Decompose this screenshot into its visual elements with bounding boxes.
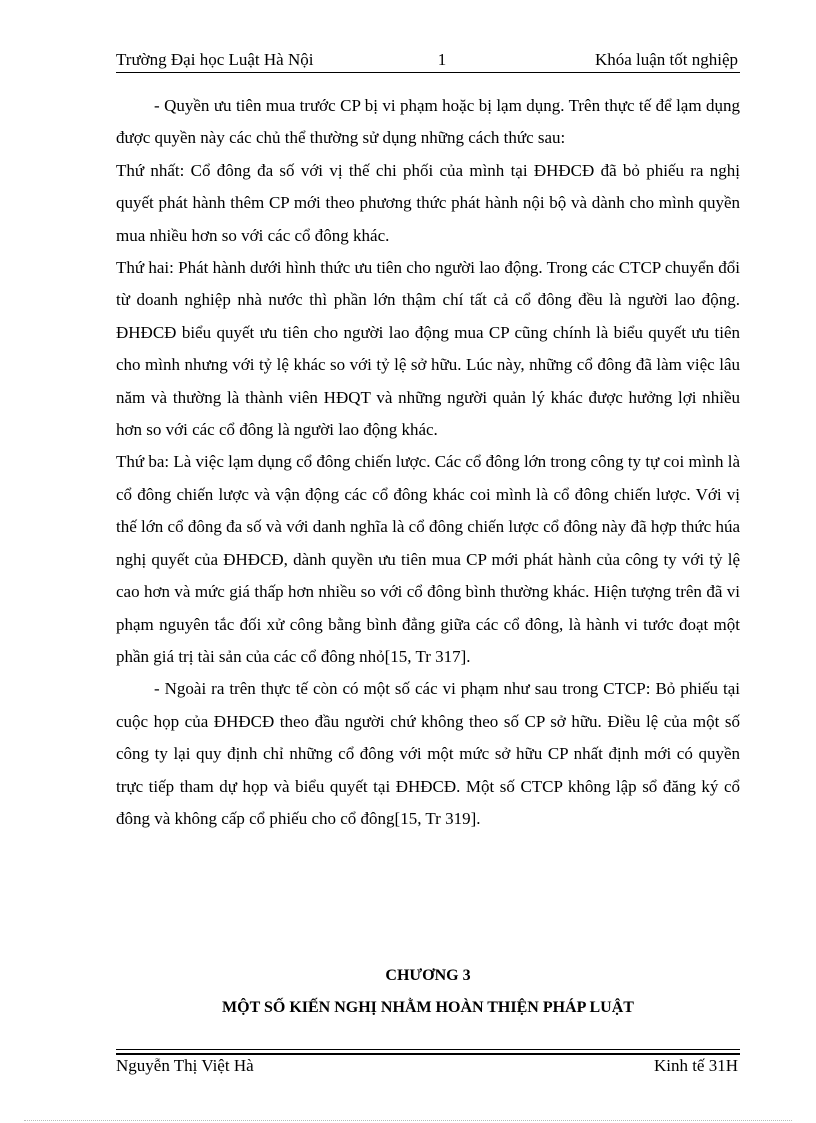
page-number: 1 (437, 50, 447, 69)
footer-author: Nguyễn Thị Việt Hà (116, 1056, 254, 1075)
header-divider (116, 72, 740, 73)
paragraph-first-method: Thứ nhất: Cổ đông đa số với vị thế chi phối của mình tại ĐHĐCĐ đã bỏ phiếu ra nghị quyết phát hành thêm CP mới theo phương thức phát hành nội bộ và dành cho mình quyền mua nhiều hơn so với các cổ đông khác. (116, 160, 740, 245)
paragraph-other-violations: - Ngoài ra trên thực tế còn có một số các vi phạm như sau trong CTCP: Bỏ phiếu tại cuộc họp của ĐHĐCĐ theo đầu người chứ không theo số CP sở hữu. Điều lệ của một số công ty lại quy định chỉ những cổ đông với một mức sở hữu CP nhất định mới có quyền trực tiếp tham dự họp và biểu quyết tại ĐHĐCĐ. Một số CTCP không lập sổ đăng ký cổ đông và không cấp cổ phiếu cho cổ đông[15, Tr 319]. (116, 679, 740, 828)
header-university: Trường Đại học Luật Hà Nội (116, 50, 314, 69)
page-header (116, 50, 738, 72)
footer-divider-thick (116, 1053, 740, 1055)
header-document-type: Khóa luận tốt nghiệp (594, 50, 738, 69)
footer-divider-thin (116, 1049, 740, 1050)
paragraph-second-method: Thứ hai: Phát hành dưới hình thức ưu tiên cho người lao động. Trong các CTCP chuyển đổi từ doanh nghiệp nhà nước thì phần lớn thậm chí tất cả cổ đông đều là người lao động. ĐHĐCĐ biểu quyết ưu tiên cho người lao động mua CP cũng chính là biểu quyết ưu tiên cho mình nhưng với tỷ lệ khác so với tỷ lệ sở hữu. Lúc này, những cổ đông đã làm việc lâu năm và thường là thành viên HĐQT và những người quản lý khác được hưởng lợi nhiều hơn so với các cổ đông là người lao động khác. (116, 258, 740, 440)
footer-class: Kinh tế 31H (653, 1056, 738, 1075)
chapter-title: MỘT SỐ KIẾN NGHỊ NHẰM HOÀN THIỆN PHÁP LUẬT (222, 999, 634, 1016)
chapter-number: CHƯƠNG 3 (385, 967, 471, 984)
chapter-heading (116, 960, 740, 1024)
page-bottom-edge (24, 1120, 792, 1121)
paragraph-third-method: Thứ ba: Là việc lạm dụng cổ đông chiến lược. Các cổ đông lớn trong công ty tự coi mình là cổ đông chiến lược và vận động các cổ đông khác coi mình là cổ đông chiến lược. Với vị thế lớn cổ đông đa số và với danh nghĩa là cổ đông chiến lược cổ đông này đã hợp thức húa nghị quyết của ĐHĐCĐ, dành quyền ưu tiên mua CP mới phát hành của công ty với tỷ lệ cao hơn và mức giá thấp hơn nhiều so với cổ đông bình thường khác. Hiện tượng trên đã vi phạm nguyên tắc đối xử công bằng bình đẳng giữa các cổ đông, là hành vi tước đoạt một phần giá trị tài sản của các cổ đông nhỏ[15, Tr 317]. (116, 452, 740, 666)
body-text (116, 90, 740, 835)
page-footer (116, 1056, 738, 1078)
paragraph-pre-emptive-rights: - Quyền ưu tiên mua trước CP bị vi phạm hoặc bị lạm dụng. Trên thực tế để lạm dụng được quyền này các chủ thể thường sử dụng những cách thức sau: (116, 96, 740, 148)
